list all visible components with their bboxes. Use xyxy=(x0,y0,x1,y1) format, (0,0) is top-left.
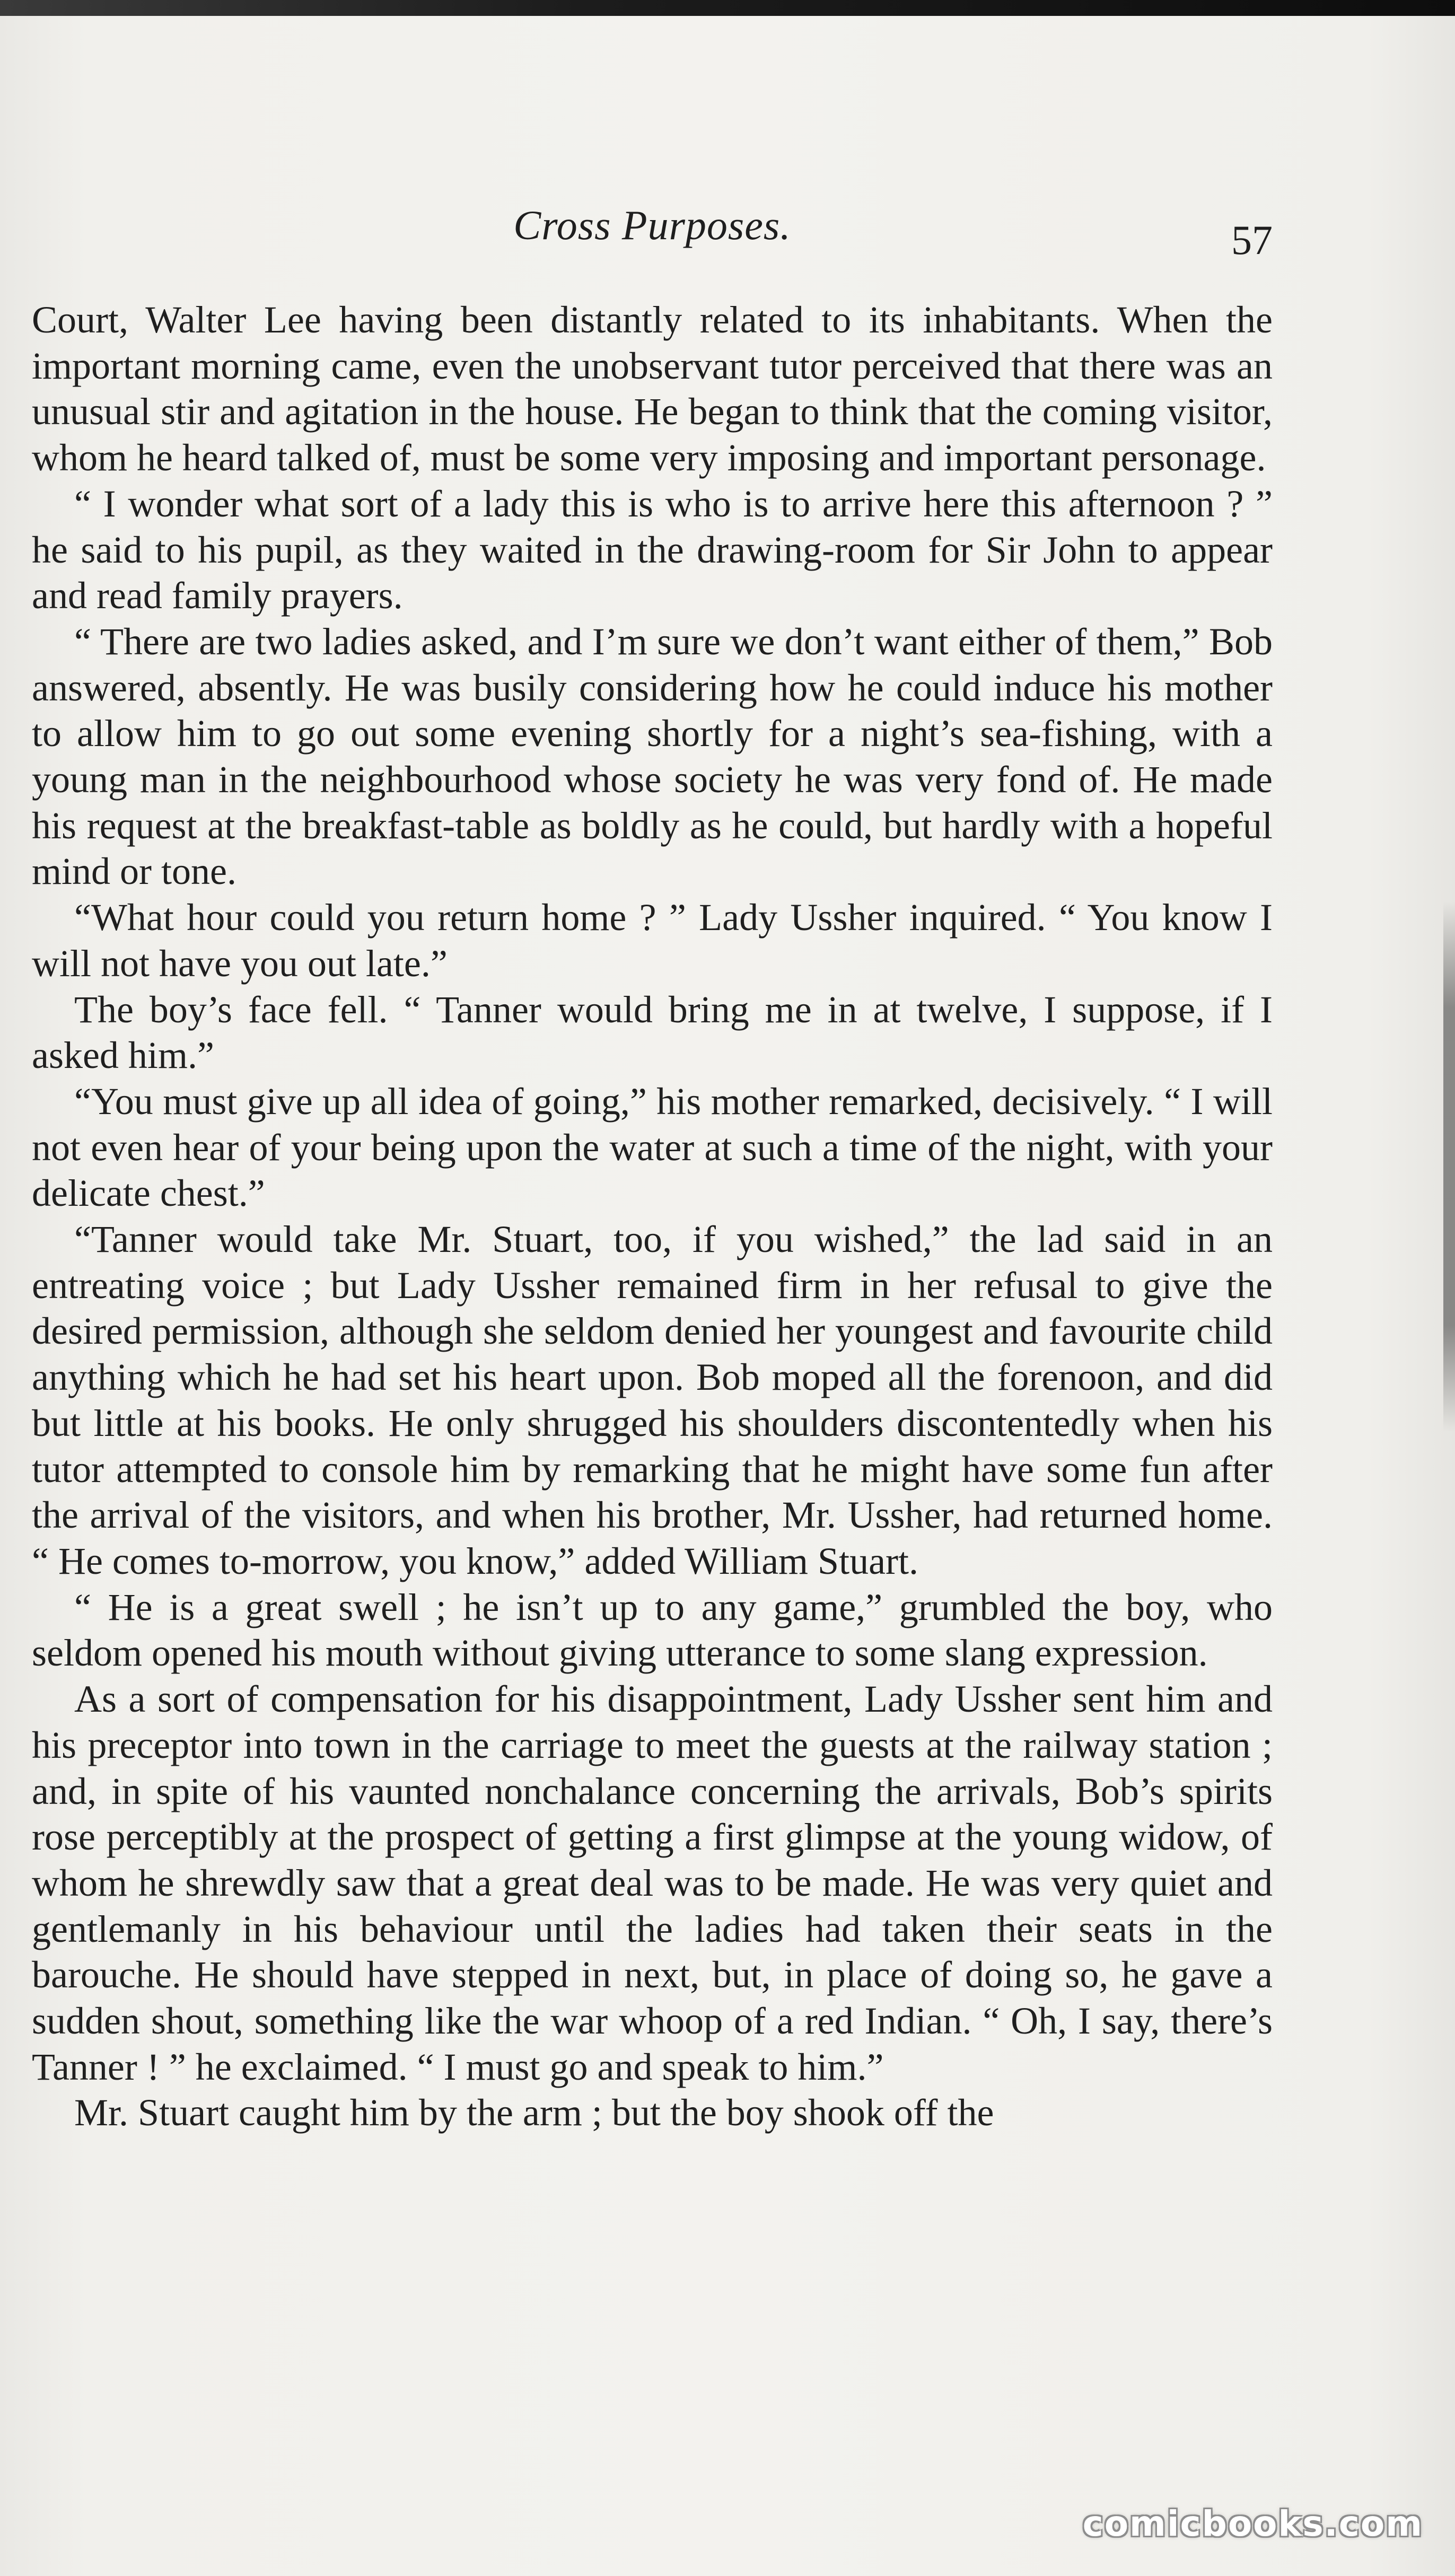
paragraph: “ I wonder what sort of a lady this is who is to arrive here this afternoon ? ” he said to his pupil, as they waited in the drawing-room for Sir John to appear and read family prayers. xyxy=(32,482,1273,617)
page-number: 57 xyxy=(1231,217,1273,263)
watermark: comicbooks.com xyxy=(1082,2503,1423,2544)
scan-right-edge-shadow xyxy=(1443,901,1455,1432)
paragraph: “You must give up all idea of going,” his mother remarked, decisively. “ I will not even hear of your being upon the water at such a time of the night, with your delicate chest.” xyxy=(32,1080,1273,1215)
running-head: Cross Purposes. xyxy=(513,202,791,248)
paragraph: “What hour could you return home ? ” Lady Ussher inquired. “ You know I will not have you out late.” xyxy=(32,896,1273,985)
paragraph: Court, Walter Lee having been distantly related to its inhabitants. When the important morning came, even the unobservant tutor perceived that there was an unusual stir and agitation in the house. He began to think that the coming visitor, whom he heard talked of, must be some very imposing and important personage. xyxy=(32,299,1273,479)
paragraph: As a sort of compensation for his disappointment, Lady Ussher sent him and his preceptor into town in the carriage to meet the guests at the railway station ; and, in spite of his vaunted nonchalance concerning the arrivals, Bob’s spirits rose perceptibly at the prospect of getting a first glimpse at the young widow, of whom he shrewdly saw that a great deal was to be made. He was very quiet and gentlemanly in his behaviour until the ladies had taken their seats in the barouche. He should have stepped in next, but, in place of doing so, he gave a sudden shout, something like the war whoop of a red Indian. “ Oh, I say, there’s Tanner ! ” he exclaimed. “ I must go and speak to him.” xyxy=(32,1678,1273,2088)
paragraph: “ There are two ladies asked, and I’m sure we don’t want either of them,” Bob answered, absently. He was busily considering how he could induce his mother to allow him to go out some evening shortly for a night’s sea-fishing, with a young man in the neighbourhood whose society he was very fond of. He made his request at the breakfast-table as boldly as he could, but hardly with a hopeful mind or tone. xyxy=(32,620,1273,893)
body-text xyxy=(32,297,1273,2136)
paragraph: “ He is a great swell ; he isn’t up to any game,” grumbled the boy, who seldom opened his mouth without giving utterance to some slang expression. xyxy=(32,1585,1273,1675)
page-header xyxy=(32,201,1273,270)
paragraph: Mr. Stuart caught him by the arm ; but the boy shook off the xyxy=(74,2091,994,2134)
scan-top-edge xyxy=(0,0,1455,16)
paragraph: The boy’s face fell. “ Tanner would bring me in at twelve, I suppose, if I asked him.” xyxy=(32,988,1273,1077)
paragraph: “Tanner would take Mr. Stuart, too, if you wished,” the lad said in an entreating voice ; but Lady Ussher remained firm in her refusal to give the desired permission, although she seldom denied her youngest and favourite child anything which he had set his heart upon. Bob moped all the forenoon, and did but little at his books. He only shrugged his shoulders discontentedly when his tutor attempted to console him by remarking that he might have some fun after the arrival of the visitors, and when his brother, Mr. Ussher, had returned home. “ He comes to-morrow, you know,” added William Stuart. xyxy=(32,1218,1273,1582)
